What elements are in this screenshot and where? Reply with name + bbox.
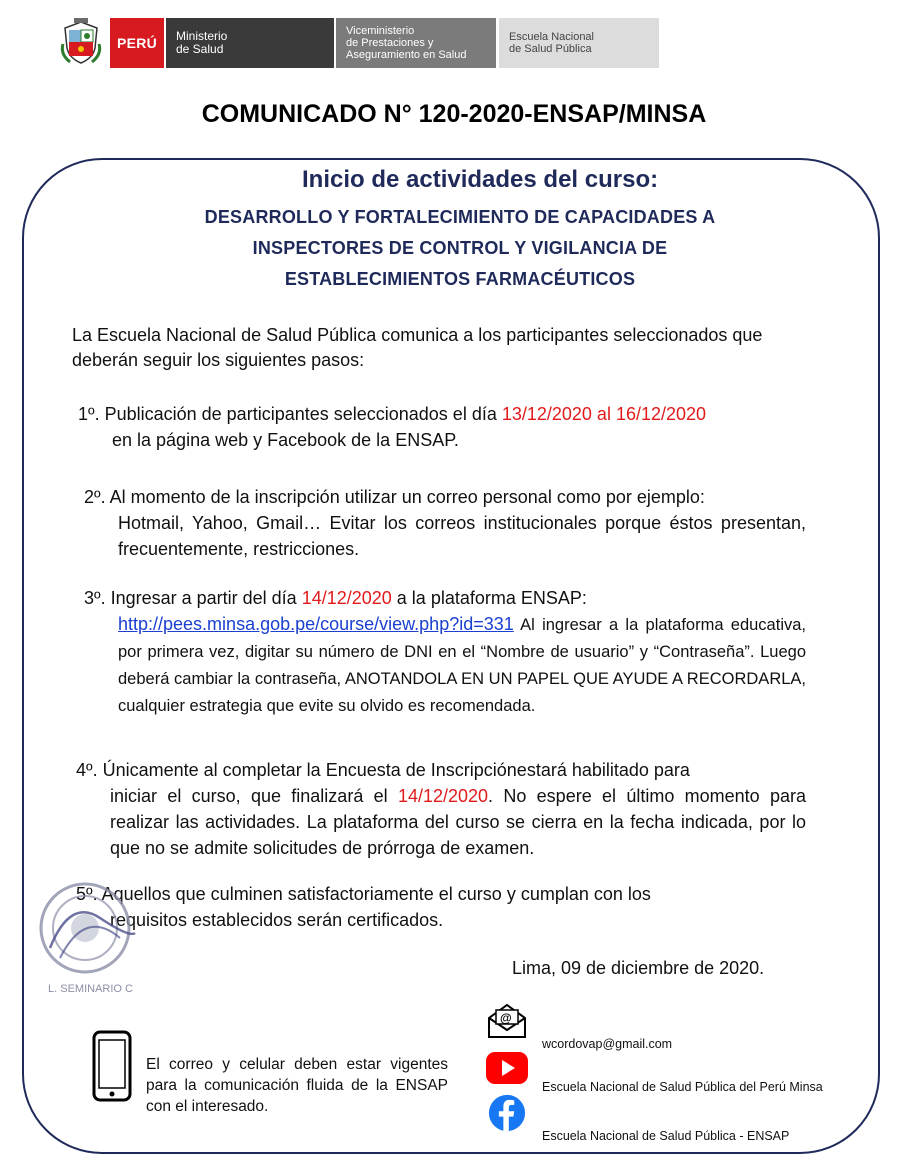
step-3-text-a: Ingresar a partir del día — [105, 588, 302, 608]
step-5-text-a: Aquellos que culminen satisfactoriamente el curso y cumplan con los — [97, 884, 651, 904]
ministry-line-1: Ministerio — [176, 29, 228, 43]
step-4-date: 14/12/2020 — [397, 786, 489, 806]
vice-line-2: de Prestaciones y — [346, 37, 434, 49]
ministry-line-2: de Salud — [176, 42, 224, 56]
step-3-body — [84, 611, 806, 719]
step-1-text-a: Publicación de participantes seleccionados el día — [99, 404, 502, 424]
step-4-text-a: Únicamente al completar la Encuesta de Inscripciónestará habilitado para — [97, 760, 690, 780]
viceministry-label — [334, 18, 496, 68]
step-2-text-a: Al momento de la inscripción utilizar un correo personal como por ejemplo: — [105, 487, 705, 507]
mobile-phone-icon — [92, 1030, 132, 1102]
step-2 — [84, 484, 806, 562]
course-name-line-3: ESTABLECIMIENTOS FARMACÉUTICOS — [284, 269, 636, 289]
step-5-number: 5º. — [76, 884, 98, 904]
step-5-text-b: requisitos establecidos serán certificados. — [110, 910, 444, 930]
step-1-number: 1º. — [78, 404, 100, 424]
step-4 — [76, 757, 806, 861]
step-1-date: 13/12/2020 al 16/12/2020 — [501, 404, 707, 424]
document-title: COMUNICADO N° 120-2020-ENSAP/MINSA — [201, 100, 707, 128]
contact-email[interactable]: wcordovap@gmail.com — [542, 1037, 673, 1051]
mail-icon — [486, 1002, 528, 1040]
coat-of-arms-icon — [60, 18, 102, 66]
contact-youtube[interactable]: Escuela Nacional de Salud Pública del Perú Minsa — [542, 1080, 823, 1094]
ministry-label — [164, 18, 334, 68]
platform-link[interactable]: http://pees.minsa.gob.pe/course/view.php?id=331 — [118, 614, 514, 634]
step-3-number: 3º. — [84, 588, 106, 608]
step-3-text-b: a la plataforma ENSAP: — [391, 588, 587, 608]
place-and-date: Lima, 09 de diciembre de 2020. — [512, 958, 765, 978]
course-name-line-1: DESARROLLO Y FORTALECIMIENTO DE CAPACIDADES A — [204, 207, 716, 227]
youtube-icon — [486, 1049, 528, 1087]
phone-note: El correo y celular deben estar vigentes para la comunicación fluida de la ENSAP con el interesado. — [146, 1056, 448, 1115]
step-4-number: 4º. — [76, 760, 98, 780]
facebook-icon — [486, 1094, 528, 1132]
course-name — [130, 202, 790, 295]
stamp-text: L. SEMINARIO C — [48, 983, 133, 995]
official-stamp-icon — [30, 878, 150, 998]
svg-text:@: @ — [500, 1011, 512, 1025]
step-1-text-b: en la página web y Facebook de la ENSAP. — [112, 430, 459, 450]
vice-line-3: Aseguramiento en Salud — [346, 49, 467, 61]
step-3-date: 14/12/2020 — [301, 588, 392, 608]
contact-facebook[interactable]: Escuela Nacional de Salud Pública - ENSAP — [542, 1129, 790, 1143]
intro-paragraph: La Escuela Nacional de Salud Pública comunica a los participantes seleccionados que deberán seguir los siguientes pasos: — [72, 325, 763, 370]
step-4-body — [76, 783, 806, 861]
step-3-text-c: Al ingresar a la plataforma educativa, por primera vez, digitar su número de DNI en el “Nombre de usuario” y “Contraseña”. Luego deberá cambiar la contraseña, ANOTANDOLA EN UN PAPEL QUE AYUDE A RECORDARLA, cualquier estrategia que evite su olvido es recomendada. — [118, 616, 806, 715]
step-4-text-c: . No espere el último momento para realizar las actividades. La plataforma del curso se cierra en la fecha indicada, por lo que no se admite solicitudes de prórroga de examen. — [110, 786, 807, 858]
vice-line-1: Viceministerio — [346, 25, 415, 37]
step-4-text-b: iniciar el curso, que finalizará el — [110, 786, 398, 806]
step-2-text-b: Hotmail, Yahoo, Gmail… Evitar los correos institucionales porque éstos presentan, frecuentemente, restricciones. — [118, 513, 806, 559]
school-label — [496, 18, 659, 68]
school-line-1: Escuela Nacional — [509, 31, 594, 43]
peru-label: PERÚ — [110, 18, 164, 68]
course-name-line-2: INSPECTORES DE CONTROL Y VIGILANCIA DE — [252, 238, 668, 258]
course-lead: Inicio de actividades del curso: — [302, 166, 659, 193]
step-2-number: 2º. — [84, 487, 106, 507]
step-1 — [78, 401, 808, 453]
school-line-2: de Salud Pública — [509, 43, 592, 55]
step-3 — [84, 585, 806, 719]
header-banner — [60, 18, 659, 68]
step-5 — [76, 881, 806, 933]
